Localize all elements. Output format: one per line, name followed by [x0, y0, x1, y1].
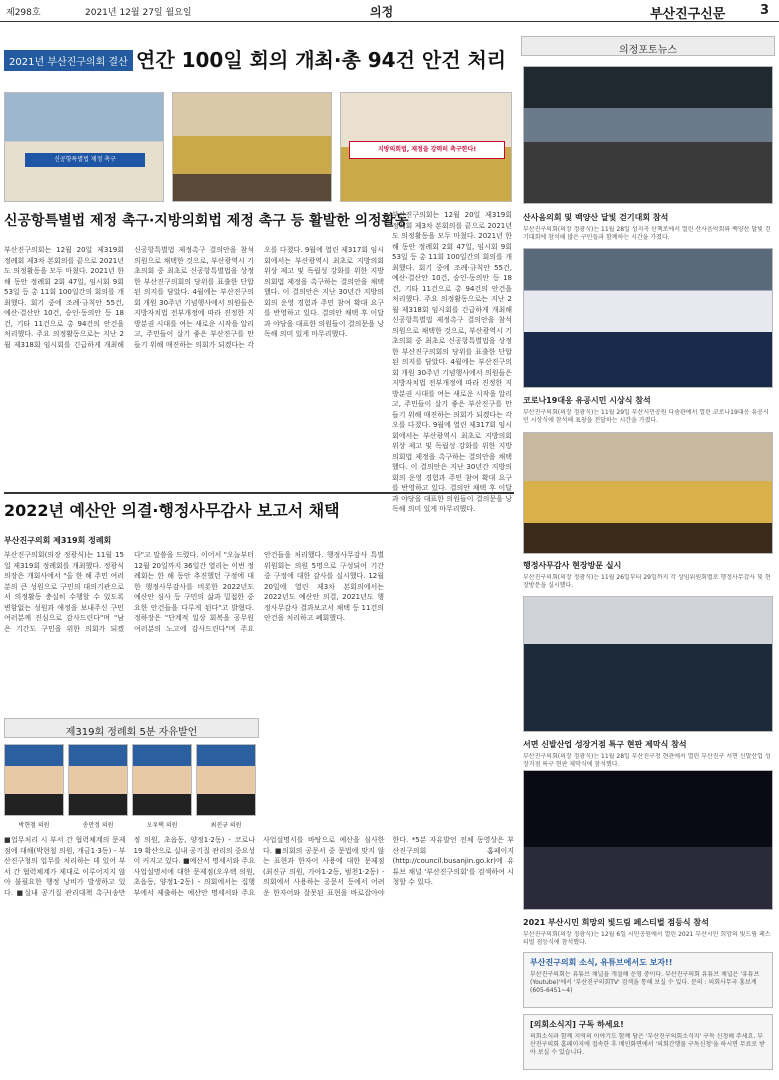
speaker-photo	[132, 744, 192, 816]
article-tag: 2021년 부산진구의회 결산	[4, 50, 133, 71]
sidebar-photo	[523, 770, 773, 910]
article-headline: 2022년 예산안 의결·행정사무감사 보고서 채택	[4, 501, 340, 520]
article-photo	[4, 92, 164, 202]
speaker-photo	[196, 744, 256, 816]
sidebar-photo	[523, 66, 773, 204]
speaker-photo	[68, 744, 128, 816]
youtube-box	[523, 952, 773, 1008]
sidebar-note: 부산진구의회(의장 정광식)는 12월 6일 시민공원에서 열린 2021 부산시민 희망의 빛드림 페스티벌 점등식에 참석했다.	[523, 931, 771, 946]
sidebar-photo	[523, 248, 773, 388]
subscribe-box	[523, 1014, 773, 1070]
article-body-continued: 부산진구의회는 12월 20일 제319회 정례회 제3차 본회의를 끝으로 2021년도 의정활동을 모두 마쳤다. 2021년 한 해 동안 정례회 2회 47일, 임시회 9회 53일 등 총 11회 100일간의 회의를 개최했다. 회기 중에 조례·규칙안 55건, 예산·결산안 10건, 승인·동의안 등 18건, 기타 11건으로 총 94건의 안건을 처리했다. 주요 의정활동으로는 지난 2월 제318회 임시회를 긴급하게 개최해 신공항특별법 제정촉구 결의안을 참석의원으로 채택한 것으로, 부산광역시 기초의회 중 최초로 신공항특별법을 상정한 부산진구의회의 당위를 표출한 단합된 의지를 담았다. 4월에는 부산진구의회 개원 30주년 기념행사에서 의원들은 지방자치법 전부개정에 따라 진정한 지방분권 시대를 여는 새로운 시작을 알리고, 주민들이 살기 좋은 부산진구를 만들기 위해 매진하는 의회가 되겠다는 각오를 다졌다. 9월에 열린 제317회 임시회에서는 부산광역시 최초로 지방의회 위상 제고 및 독립성 강화를 위한 지방의회법 제정을 촉구하는 결의안을 채택했다. 이 결의안은 지난 30년간 지방의회의 운영 경험과 주민 참여 확대 요구를 반영하고 있다. 결의안 채택 후 이달과 야당을 대표한 의원들이 결의문을 낭독해 의미 있게 마무리했다.	[392, 211, 512, 513]
article-photo	[172, 92, 332, 202]
sidebar-note: 부산진구의회(의장 정광식)는 11월 26일부터 29일까지 각 상임위원회별로 행정사무감사 및 현장방문을 실시했다.	[523, 574, 771, 589]
sidebar-note: 부산진구의회(의장 정광식)는 11월 28일 성지곡 산책로에서 열린 산사음악회와 백양산 달빛 걷기대회에 참석해 많은 구민들과 함께하는 시간을 가졌다.	[523, 226, 771, 241]
page-header	[0, 0, 779, 22]
photo-banner: 신공항특별법 제정 촉구	[25, 153, 145, 167]
article-headline: 연간 100일 회의 개최·총 94건 안건 처리	[136, 48, 507, 72]
article-subhead: 신공항특별법 제정 촉구·지방의회법 제정 촉구 등 활발한 의정활동	[4, 213, 409, 229]
sidebar-title: 의정포토뉴스	[521, 36, 775, 56]
publish-date: 2021년 12월 27일 월요일	[85, 8, 192, 18]
speaker-photo	[4, 744, 64, 816]
sidebar-caption: 코로나19대응 유공시민 시상식 참석	[523, 396, 651, 405]
sidebar-note: 부산진구의회(의장 정광식)는 11월 28일 부산진구청 현관에서 열린 부산진구 서면 신발산업 성장거점 특구 현판 제막식에 참석했다.	[523, 753, 771, 768]
section-banner: 제319회 정례회 5분 자유발언	[4, 718, 259, 738]
sidebar-photo	[523, 432, 773, 554]
speaker-name: 박현철 의원	[18, 822, 50, 829]
paper-name: 부산진구신문	[650, 7, 726, 22]
subscribe-text: 의회소식과 함께 지역의 이야기도 함께 담은 '부산진구의회소식지' 구독 신청해 주세요. 부산진구의회 홈페이지에 접속한 후 메인화면에서 '의회간행물 구독신청'을 하시면 무료로 받아 보실 수 있습니다.	[530, 1033, 765, 1056]
youtube-text: 부산진구의회는 유튜브 채널을 개설해 운영 중이다. 부산진구의회 유튜브 채널은 '유튜브(Youtube)'에서 '부산진구의회TV' 검색을 통해 보실 수 있다. 문의 : 의회사무국 홍보계(605-6451~4)	[530, 971, 760, 994]
speaker-name: 최진규 의원	[210, 822, 242, 829]
photo-banner: 지방의회법, 재정을 강력히 촉구한다!	[349, 141, 505, 159]
speaker-name: 송만정 의원	[82, 822, 114, 829]
sidebar-caption: 행정사무감사 현장방문 실시	[523, 561, 622, 570]
main-column	[4, 30, 514, 1075]
article-body: 부산진구의회(의장 정광식)는 11월 15일 제319회 정례회를 개최했다. 정광식 의장은 개회사에서 "올 한 해 주민 여러분의 큰 성원으로 구민의 대의기관으로서 의정활동 충실히 수행할 수 있도록 변함없는 성원과 애정을 보내주신 구민 여러분께 진심으로 감사드린다"며 "남은 기간도 구민을 위한 의회가 되겠다"고 말씀을 드렸다. 이어서 "오늘부터 12월 20일까지 36일간 열리는 이번 정례회는 한 해 동안 추진했던 구정에 대한 행정사무감사를 비롯한 2022년도 예산안 심사 등 구민의 삶과 밀접한 중요한 안건들을 다루게 된다"고 밝혔다. 정하장은 "단계적 일상 회복을 공무원 여러분의 노고에 감사드린다"며 주요 안건들을 처리했다. 행정사무감사 특별위원회는 의원 5명으로 구성되어 기간 중 구정에 대한 감사를 실시했다. 12월 20일에 열린 제3차 본회의에서는 2022년도 예산안 의결, 2021년도 행정사무감사 결과보고서 채택 등 11건의 안건을 처리하고 폐회했다.	[4, 551, 384, 633]
youtube-title: 부산진구의회 소식, 유튜브에서도 보자!!	[530, 958, 673, 967]
subscribe-title: [의회소식지] 구독 하세요!	[530, 1020, 624, 1029]
sidebar-photo	[523, 596, 773, 732]
sidebar-note: 부산진구의회(의장 정광식)는 11월 29일 부산시민공원 다솜관에서 열린 코로나19대응 유공시민 시상식에 참석해 표창을 전달하는 시간을 가졌다.	[523, 409, 769, 424]
page-number: 3	[760, 3, 770, 18]
sidebar-caption: 산사음의회 및 백양산 달빛 걷기대회 참석	[523, 213, 669, 222]
sidebar-caption: 서면 신발산업 성장거점 특구 현판 제막식 참석	[523, 740, 687, 749]
sidebar-caption: 2021 부산시민 희망의 빛드림 페스티벌 점등식 참석	[523, 918, 709, 927]
article-subtitle: 부산진구의회 제319회 정례회	[4, 536, 112, 545]
issue-number: 제298호	[6, 8, 41, 18]
section-title: 의정	[370, 5, 394, 19]
article-body: 부산진구의회는 12월 20일 제319회 정례회 제3차 본회의를 끝으로 2021년도 의정활동을 모두 마쳤다. 2021년 한 해 동안 정례회 2회 47일, 임시회 9회 53일 등 총 11회 100일간의 회의를 개최했다. 회기 중에 조례·규칙안 55건, 예산·결산안 10건, 승인·동의안 등 18건, 기타 11건으로 총 94건의 안건을 처리했다. 주요 의정활동으로는 지난 2월 제318회 임시회를 긴급하게 개최해 신공항특별법 제정촉구 결의안을 참석의원으로 채택한 것으로, 부산광역시 기초의회 중 최초로 신공항특별법을 상정한 부산진구의회의 당위를 표출한 단합된 의지를 담았다. 4월에는 부산진구의회 개원 30주년 기념행사에서 의원들은 지방자치법 전부개정에 따라 진정한 지방분권 시대를 여는 새로운 시작을 알리고, 주민들이 살기 좋은 부산진구를 만들기 위해 매진하는 의회가 되겠다는 각오를 다졌다. 9월에 열린 제317회 임시회에서는 부산광역시 최초로 지방의회 위상 제고 및 독립성 강화를 위한 지방의회법 제정을 촉구하는 결의안을 채택했다. 이 결의안은 지난 30년간 지방의회의 운영 경험과 주민 참여 확대 요구를 반영하고 있다. 결의안 채택 후 이달과 야당을 대표한 의원들이 결의문을 낭독해 의미 있게 마무리했다.	[4, 246, 384, 349]
article-photo	[340, 92, 512, 202]
photo-news-sidebar	[521, 30, 775, 1075]
article-body: ■업무처리 시 부서 간 협력체계의 문제점에 대해(박현철 의원, 개금1·3동) - 부산진구청의 업무를 처리하는 데 있어 부서 간 협력체계가 제대로 이루어지지 않아 불필요한 행정 낭비가 발생하고 있다. ■실내 공기질 관리대책 촉구(송만정 의원, 초읍동, 양정1·2동) - 코로나19 확산으로 실내 공기질 관리의 중요성이 커지고 있다. ■예산서 명세서와 주요사업설명서에 대한 문제점(오우택 의원, 초읍동, 양정1·2동) - 의회에서는 집행부에서 제출하는 예산안 명세서와 주요사업설명서를 바탕으로 예산을 심사한다. ■의회의 공문서 중 문법에 맞지 않는 표현과 한자어 사용에 대한 문제점(최진규 의원, 가야1·2동, 범천1·2동) - 의회에서 사용하는 공문서 등에서 어려운 한자어와 잘못된 표현을 바로잡아야 한다. *5분 자유발언 전체 동영상은 부산진구의회 홈페이지(http://council.busanjin.go.kr)에 유튜브 채널 '부산진구의회'를 검색하여 시청할 수 있다.	[4, 836, 514, 897]
speaker-name: 오우택 의원	[146, 822, 178, 829]
